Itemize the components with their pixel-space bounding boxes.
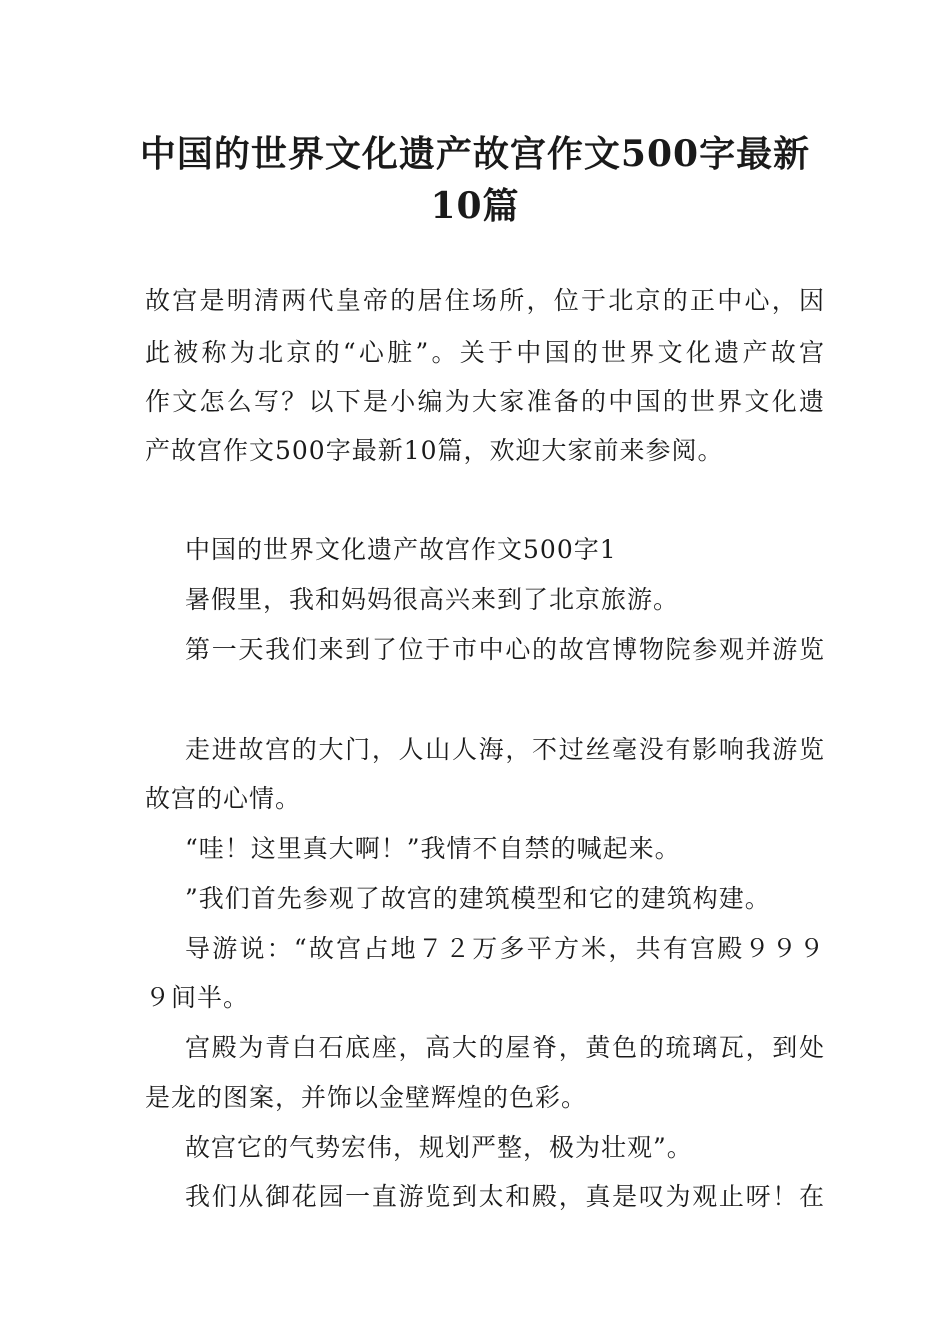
body-line: 导游说：“故宫占地７２万多平方米，共有宫殿９９９ <box>185 934 825 963</box>
intro-line: 故宫是明清两代皇帝的居住场所，位于北京的正中心，因 <box>145 286 825 315</box>
body-line: ９间半。 <box>145 983 250 1012</box>
document-title-line-1: 中国的世界文化遗产故宫作文500字最新 <box>139 133 811 175</box>
body-line: 暑假里，我和妈妈很高兴来到了北京旅游。 <box>185 585 680 614</box>
section-heading: 中国的世界文化遗产故宫作文500字1 <box>185 535 617 564</box>
body-line: 宫殿为青白石底座，高大的屋脊，黄色的琉璃瓦，到处 <box>185 1033 825 1062</box>
body-line: 故宫的心情。 <box>145 784 302 813</box>
body-line: 是龙的图案，并饰以金壁辉煌的色彩。 <box>145 1083 588 1112</box>
body-line: 走进故宫的大门，人山人海，不过丝毫没有影响我游览 <box>185 735 825 764</box>
body-line: “哇！这里真大啊！”我情不自禁的喊起来。 <box>185 834 681 863</box>
document-title-line-2: 10篇 <box>430 185 520 227</box>
body-line: ”我们首先参观了故宫的建筑模型和它的建筑构建。 <box>185 884 771 913</box>
intro-line: 此被称为北京的“心脏”。关于中国的世界文化遗产故宫 <box>145 338 825 367</box>
body-line: 我们从御花园一直游览到太和殿，真是叹为观止呀！在 <box>185 1182 825 1211</box>
intro-line: 产故宫作文500字最新10篇，欢迎大家前来参阅。 <box>145 436 724 465</box>
body-line: 第一天我们来到了位于市中心的故宫博物院参观并游览 <box>185 635 825 664</box>
body-line: 故宫它的气势宏伟，规划严整，极为壮观”。 <box>185 1133 693 1162</box>
intro-line: 作文怎么写？以下是小编为大家准备的中国的世界文化遗 <box>145 387 825 416</box>
